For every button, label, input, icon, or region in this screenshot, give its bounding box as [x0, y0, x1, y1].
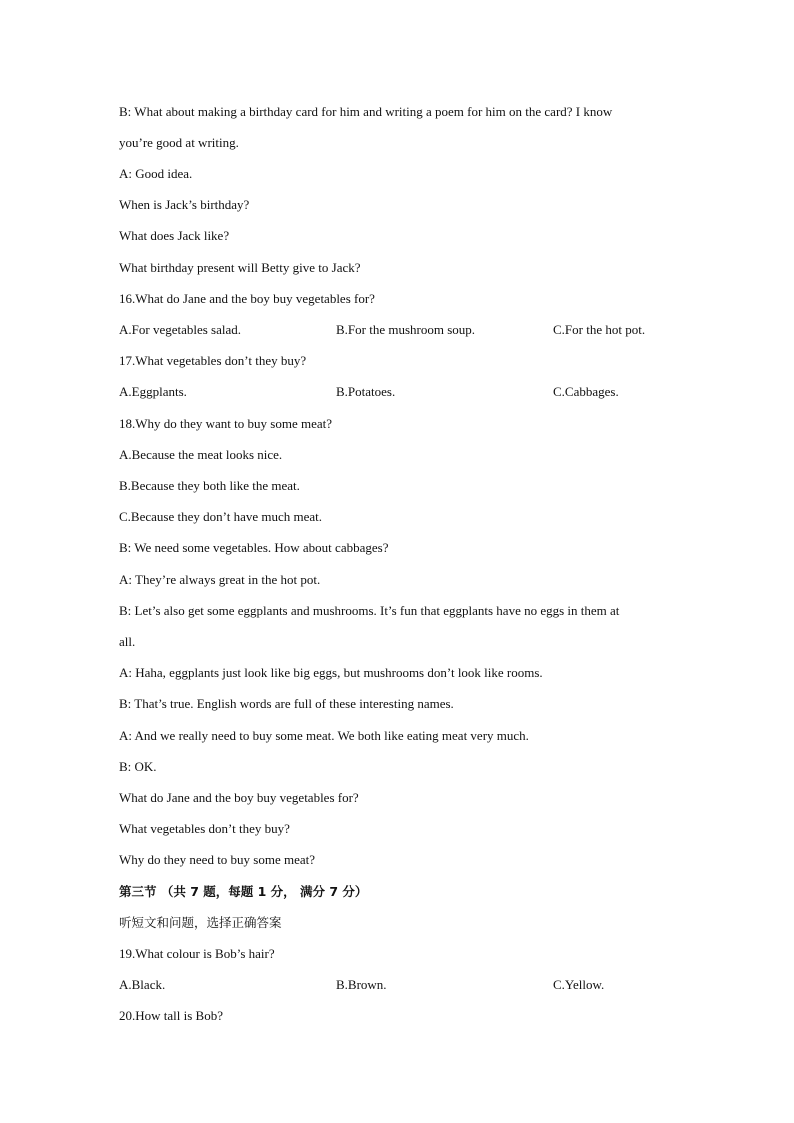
question-text: Why do they need to buy some meat?	[119, 852, 316, 867]
dialogue-line: B: That’s true. English words are full of these interesting names.	[119, 696, 454, 711]
section-heading: 第三节 （共 7 题，每题 1 分， 满分 7 分）	[119, 884, 368, 899]
question-17: 17.What vegetables don’t they buy?	[119, 353, 307, 368]
option-c: C.For the hot pot.	[553, 322, 646, 337]
question-19: 19.What colour is Bob’s hair?	[119, 946, 275, 961]
dialogue-line: B: We need some vegetables. How about cabbages?	[119, 540, 389, 555]
option-b: B.Brown.	[336, 977, 387, 992]
dialogue-line: A: They’re always great in the hot pot.	[119, 572, 321, 587]
question-text: What vegetables don’t they buy?	[119, 821, 290, 836]
dialogue-line: you’re good at writing.	[119, 135, 239, 150]
question-20: 20.How tall is Bob?	[119, 1008, 223, 1023]
dialogue-line: B: Let’s also get some eggplants and mushrooms. It’s fun that eggplants have no eggs in them at	[119, 603, 620, 618]
question-text: What do Jane and the boy buy vegetables for?	[119, 790, 359, 805]
option-a: A.Black.	[119, 977, 166, 992]
dialogue-line: A: Haha, eggplants just look like big eggs, but mushrooms don’t look like rooms.	[119, 665, 543, 680]
question-text: When is Jack’s birthday?	[119, 197, 250, 212]
dialogue-line: B: OK.	[119, 759, 157, 774]
section-instruction: 听短文和问题，选择正确答案	[119, 915, 282, 930]
option-b: B.For the mushroom soup.	[336, 322, 476, 337]
option-a: A.Because the meat looks nice.	[119, 447, 283, 462]
option-b: B.Potatoes.	[336, 384, 396, 399]
dialogue-line: B: What about making a birthday card for him and writing a poem for him on the card? I know	[119, 104, 613, 119]
option-a: A.For vegetables salad.	[119, 322, 242, 337]
question-text: What birthday present will Betty give to Jack?	[119, 260, 361, 275]
option-c: C.Yellow.	[553, 977, 605, 992]
option-c: C.Because they don’t have much meat.	[119, 509, 323, 524]
question-text: What does Jack like?	[119, 228, 230, 243]
question-18: 18.Why do they want to buy some meat?	[119, 416, 333, 431]
option-c: C.Cabbages.	[553, 384, 619, 399]
option-b: B.Because they both like the meat.	[119, 478, 300, 493]
dialogue-line: all.	[119, 634, 136, 649]
option-a: A.Eggplants.	[119, 384, 187, 399]
dialogue-line: A: And we really need to buy some meat. We both like eating meat very much.	[119, 728, 529, 743]
dialogue-line: A: Good idea.	[119, 166, 193, 181]
question-16: 16.What do Jane and the boy buy vegetables for?	[119, 291, 375, 306]
